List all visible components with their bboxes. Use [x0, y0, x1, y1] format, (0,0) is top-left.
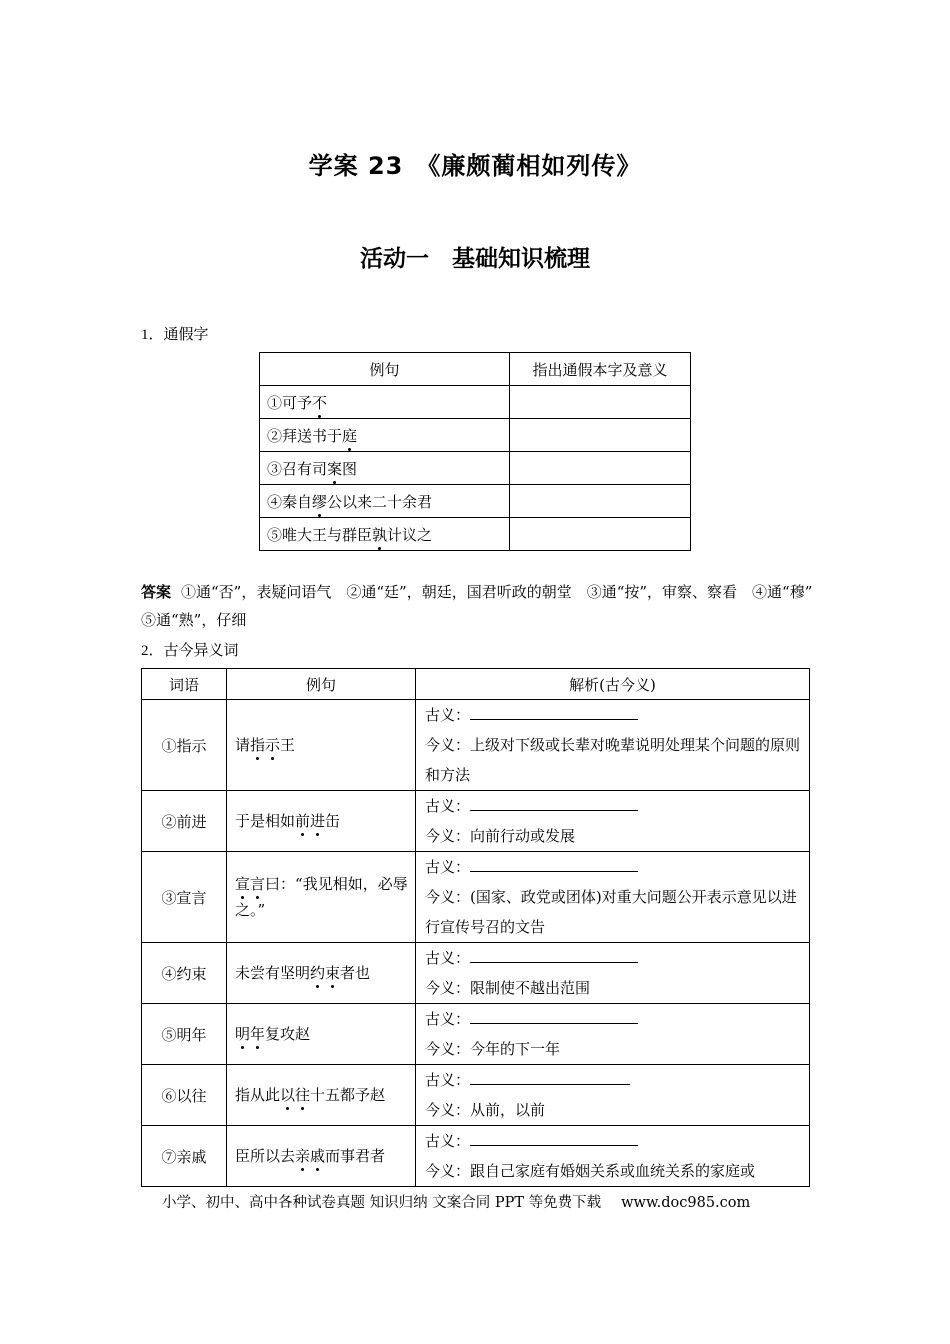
gu-label: 古义： [425, 1010, 471, 1028]
gu-label: 古义： [425, 1071, 471, 1089]
example-text: 指从此 [235, 1086, 281, 1104]
emphasized-char: 缪 [312, 492, 328, 511]
fill-blank[interactable] [470, 855, 638, 872]
example-text: 臣所以去 [235, 1147, 296, 1165]
answer-cell [510, 386, 691, 419]
table-row [142, 1004, 810, 1065]
word-cell: ②前进 [142, 791, 227, 852]
analysis-cell [416, 943, 810, 1004]
table-row [260, 386, 691, 419]
jin-label: 今义： [425, 1101, 471, 1119]
example-cell [227, 1065, 416, 1126]
emphasized-char: 言 [250, 875, 266, 893]
word-cell: ⑥以往 [142, 1065, 227, 1126]
jin-line [425, 882, 803, 942]
emphasized-char: 示 [265, 736, 281, 754]
fill-blank[interactable] [470, 1007, 638, 1024]
answer-cell [510, 419, 691, 452]
section1-title: 通假字 [163, 325, 209, 343]
example-cell [260, 419, 510, 452]
gu-label: 古义： [425, 1132, 471, 1150]
table-row [142, 791, 810, 852]
gu-label: 古义： [425, 706, 471, 724]
answer-block [141, 578, 828, 634]
example-text: ⑤唯大王与群臣 [267, 525, 373, 544]
example-text: 复攻赵 [265, 1025, 311, 1043]
example-text: 曰：“我见相如，必辱之。” [235, 875, 408, 919]
page-title: 学案 23 《廉颇蔺相如列传》 [308, 152, 642, 180]
example-text: 而事君者 [325, 1147, 386, 1165]
emphasized-char: 庭 [342, 426, 358, 445]
answer-cell [510, 518, 691, 551]
jin-label: 今义： [425, 1162, 471, 1180]
section2-title: 古今异义词 [163, 641, 239, 659]
fill-blank[interactable] [470, 946, 638, 963]
answer-label: 答案 [141, 583, 172, 601]
emphasized-char: 亲 [295, 1147, 311, 1165]
example-cell [260, 386, 510, 419]
gu-line [425, 852, 803, 882]
jin-line [425, 1034, 803, 1064]
emphasized-char: 不 [312, 393, 328, 412]
example-cell [260, 452, 510, 485]
jin-text: 限制使不越出范围 [470, 979, 591, 997]
jin-line [425, 730, 803, 790]
emphasized-char: 前 [295, 812, 311, 830]
emphasized-char: 进 [310, 812, 326, 830]
example-text: 缶 [325, 812, 341, 830]
example-text: 十五都予赵 [310, 1086, 386, 1104]
footer [162, 1191, 750, 1212]
analysis-cell [416, 791, 810, 852]
jin-text: 上级对下级或长辈对晚辈说明处理某个问题的原则和方法 [425, 736, 801, 784]
footer-text: 小学、初中、高中各种试卷真题 知识归纳 文案合同 PPT 等免费下载 [162, 1195, 602, 1211]
table-row [142, 943, 810, 1004]
gu-label: 古义： [425, 949, 471, 967]
jin-line [425, 821, 803, 851]
analysis-cell [416, 1126, 810, 1187]
table-row [142, 852, 810, 943]
jin-text: 今年的下一年 [470, 1040, 561, 1058]
example-text: 计议之 [387, 525, 433, 544]
jin-label: 今义： [425, 979, 471, 997]
gujin-yiyi-table [141, 668, 810, 1187]
emphasized-char: 指 [250, 736, 266, 754]
emphasized-char: 以 [280, 1086, 296, 1104]
example-text: 未尝有坚明 [235, 964, 311, 982]
jin-label: 今义： [425, 736, 471, 754]
word-cell: ⑤明年 [142, 1004, 227, 1065]
word-cell: ⑦亲戚 [142, 1126, 227, 1187]
section2-number: 2． [141, 643, 164, 659]
footer-site: www.doc985.com [621, 1195, 751, 1211]
example-text: 图 [342, 459, 358, 478]
gu-line [425, 700, 803, 730]
answer-text: ①通“否”，表疑问语气 ②通“廷”，朝廷，国君听政的朝堂 ③通“按”，审察、察看 ④通“穆” ⑤通“熟”，仔细 [141, 583, 828, 629]
example-text: ④秦自 [267, 492, 313, 511]
tongjiazi-table [259, 352, 691, 551]
example-cell [227, 791, 416, 852]
example-text: ②拜送书于 [267, 426, 343, 445]
jin-line [425, 973, 803, 1003]
table1-header-example: 例句 [260, 353, 510, 386]
example-text: ①可予 [267, 393, 313, 412]
table-row [142, 700, 810, 791]
jin-label: 今义： [425, 888, 471, 906]
jin-label: 今义： [425, 827, 471, 845]
emphasized-char: 案 [327, 459, 343, 478]
gu-label: 古义： [425, 858, 471, 876]
example-text: 于是相如 [235, 812, 296, 830]
analysis-cell [416, 1004, 810, 1065]
activity-heading: 活动一 基础知识梳理 [360, 246, 590, 272]
gu-line [425, 1065, 803, 1095]
table2-header-word: 词语 [142, 669, 227, 700]
jin-text: 向前行动或发展 [470, 827, 576, 845]
table-row [142, 1065, 810, 1126]
emphasized-char: 年 [250, 1025, 266, 1043]
emphasized-char: 宣 [235, 875, 251, 893]
gu-line [425, 1004, 803, 1034]
word-cell: ③宣言 [142, 852, 227, 943]
table1-header-answer: 指出通假本字及意义 [510, 353, 691, 386]
emphasized-char: 约 [310, 964, 326, 982]
table-row [260, 485, 691, 518]
fill-blank[interactable] [470, 1068, 630, 1085]
table-row [260, 419, 691, 452]
jin-text: 从前，以前 [470, 1101, 546, 1119]
table2-header-analysis: 解析(古今义) [416, 669, 810, 700]
example-cell [227, 1004, 416, 1065]
fill-blank[interactable] [470, 1129, 638, 1146]
answer-cell [510, 452, 691, 485]
analysis-cell [416, 852, 810, 943]
example-text: 者也 [340, 964, 371, 982]
gu-line [425, 1126, 803, 1156]
jin-text: (国家、政党或团体)对重大问题公开表示意见以进行宣传号召的文告 [425, 888, 797, 936]
example-cell [227, 852, 416, 943]
emphasized-char: 明 [235, 1025, 251, 1043]
emphasized-char: 孰 [372, 525, 388, 544]
word-cell: ④约束 [142, 943, 227, 1004]
example-text: 公以来二十余君 [327, 492, 433, 511]
emphasized-char: 束 [325, 964, 341, 982]
table2-header-example: 例句 [227, 669, 416, 700]
example-cell [227, 700, 416, 791]
example-cell [227, 1126, 416, 1187]
gu-line [425, 791, 803, 821]
jin-text: 跟自己家庭有婚姻关系或血统关系的家庭或 [470, 1162, 756, 1180]
section1-heading [141, 323, 209, 344]
analysis-cell [416, 700, 810, 791]
table-row [260, 452, 691, 485]
jin-line [425, 1095, 803, 1125]
gu-label: 古义： [425, 797, 471, 815]
example-text: 请 [235, 736, 251, 754]
word-cell: ①指示 [142, 700, 227, 791]
fill-blank[interactable] [470, 794, 638, 811]
example-cell [227, 943, 416, 1004]
table-row [142, 1126, 810, 1187]
jin-line [425, 1156, 803, 1186]
analysis-cell [416, 1065, 810, 1126]
example-text: 王 [280, 736, 296, 754]
example-text: ③召有司 [267, 459, 328, 478]
example-cell [260, 518, 510, 551]
table-row [260, 518, 691, 551]
jin-label: 今义： [425, 1040, 471, 1058]
section2-heading [141, 639, 239, 660]
emphasized-char: 戚 [310, 1147, 326, 1165]
emphasized-char: 往 [295, 1086, 311, 1104]
example-cell [260, 485, 510, 518]
section1-number: 1． [141, 327, 164, 343]
answer-cell [510, 485, 691, 518]
fill-blank[interactable] [470, 703, 638, 720]
gu-line [425, 943, 803, 973]
